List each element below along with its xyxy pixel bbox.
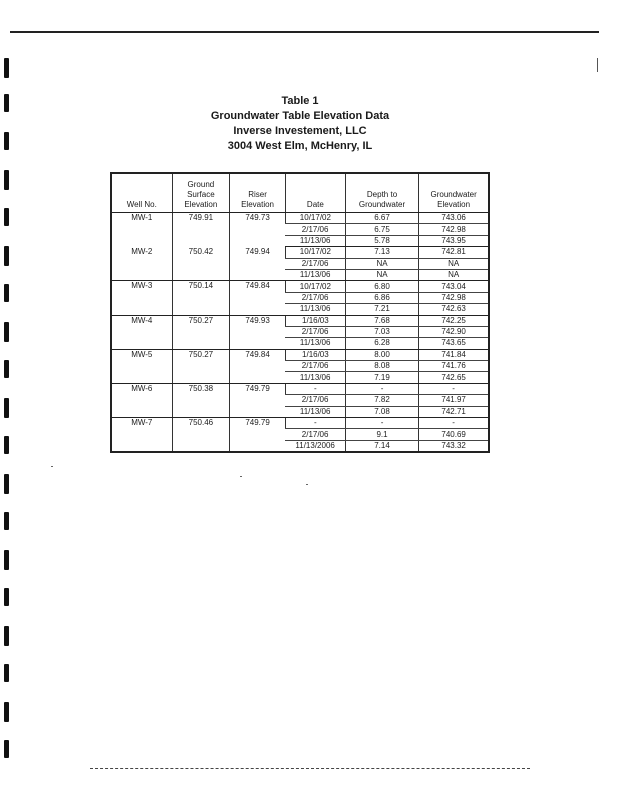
date-cell: 10/17/02 xyxy=(285,213,345,224)
table-row xyxy=(111,349,489,360)
table-row xyxy=(111,418,489,429)
punch-mark xyxy=(4,284,9,302)
header-well-no: Well No. xyxy=(111,173,172,213)
gw-elevation-cell: 742.98 xyxy=(419,224,489,235)
depth-cell: 7.14 xyxy=(345,440,418,452)
header-groundwater-elevation: Groundwater Elevation xyxy=(419,173,489,213)
depth-cell: 7.19 xyxy=(345,372,418,383)
depth-cell: NA xyxy=(345,269,418,280)
bottom-rule xyxy=(90,768,530,769)
depth-cell: 6.67 xyxy=(345,213,418,224)
punch-mark xyxy=(4,94,9,112)
riser-elevation-cell: 749.73 xyxy=(230,213,286,247)
date-cell: 2/17/06 xyxy=(285,361,345,372)
header-ground-surface-elevation: Ground Surface Elevation xyxy=(172,173,230,213)
gw-elevation-cell: NA xyxy=(419,269,489,280)
ground-surface-cell: 750.27 xyxy=(172,349,230,383)
well-no-cell: MW-1 xyxy=(131,213,153,222)
date-cell: 1/16/03 xyxy=(285,349,345,360)
punch-mark xyxy=(4,474,9,494)
well-no-cell: MW-5 xyxy=(111,349,172,383)
date-cell: 10/17/02 xyxy=(285,247,345,258)
depth-cell: 7.68 xyxy=(345,315,418,326)
well-no-cell: MW-2 xyxy=(111,247,172,281)
depth-cell: 7.03 xyxy=(345,326,418,337)
date-cell: - xyxy=(285,418,345,429)
depth-cell: NA xyxy=(345,258,418,269)
gw-elevation-cell: - xyxy=(419,418,489,429)
well-no-cell: MW-6 xyxy=(111,383,172,417)
date-cell: 2/17/06 xyxy=(285,395,345,406)
punch-mark xyxy=(4,702,9,722)
table-row xyxy=(111,213,489,224)
date-cell: 1/16/03 xyxy=(285,315,345,326)
gw-elevation-cell: 743.65 xyxy=(419,338,489,349)
riser-elevation-cell: 749.84 xyxy=(230,349,286,383)
ground-surface-cell: 749.91 xyxy=(172,213,230,247)
gw-elevation-cell: 743.04 xyxy=(419,281,489,292)
riser-elevation-cell: 749.94 xyxy=(230,247,286,281)
gw-elevation-cell: 740.69 xyxy=(419,429,489,440)
scan-speck xyxy=(51,466,53,467)
table-number: Table 1 xyxy=(281,95,319,107)
date-cell: 2/17/06 xyxy=(285,326,345,337)
depth-cell: 7.82 xyxy=(345,395,418,406)
punch-mark xyxy=(4,740,9,758)
date-cell: 10/17/02 xyxy=(285,281,345,292)
date-cell: 11/13/06 xyxy=(285,269,345,280)
header-date: Date xyxy=(285,173,345,213)
date-cell: 2/17/06 xyxy=(285,224,345,235)
punch-mark xyxy=(4,322,9,342)
top-rule xyxy=(10,31,599,33)
riser-elevation-cell: 749.93 xyxy=(230,315,286,349)
scan-speck xyxy=(240,476,242,477)
table-row xyxy=(111,383,489,394)
gw-elevation-cell: 743.32 xyxy=(419,440,489,452)
depth-cell: 9.1 xyxy=(345,429,418,440)
gw-elevation-cell: 743.06 xyxy=(419,213,489,224)
gw-elevation-cell: NA xyxy=(419,258,489,269)
groundwater-elevation-table xyxy=(110,172,490,453)
table-row xyxy=(111,281,489,292)
riser-elevation-cell: 749.79 xyxy=(230,418,286,453)
margin-mark xyxy=(597,58,598,72)
date-cell: 11/13/06 xyxy=(285,338,345,349)
date-cell: 11/13/06 xyxy=(285,304,345,315)
punch-mark xyxy=(4,626,9,646)
ground-surface-cell: 750.42 xyxy=(172,247,230,281)
punch-mark xyxy=(4,170,9,190)
depth-cell: 7.08 xyxy=(345,406,418,417)
gw-elevation-cell: 742.71 xyxy=(419,406,489,417)
punch-mark xyxy=(4,664,9,682)
punch-mark xyxy=(4,436,9,454)
punch-mark xyxy=(4,398,9,418)
riser-elevation-cell: 749.79 xyxy=(230,383,286,417)
company-name: Inverse Investement, LLC xyxy=(233,125,367,137)
date-cell: 11/13/06 xyxy=(285,406,345,417)
gw-elevation-cell: 742.65 xyxy=(419,372,489,383)
date-cell: 11/13/06 xyxy=(285,235,345,246)
table-row xyxy=(111,247,489,258)
punch-mark xyxy=(4,208,9,226)
riser-elevation-cell: 749.84 xyxy=(230,281,286,315)
gw-elevation-cell: 743.95 xyxy=(419,235,489,246)
gw-elevation-cell: 741.76 xyxy=(419,361,489,372)
ground-surface-cell: 750.27 xyxy=(172,315,230,349)
table-title: Groundwater Table Elevation Data xyxy=(210,110,390,122)
well-no-cell: MW-7 xyxy=(131,418,153,428)
depth-cell: 8.00 xyxy=(345,349,418,360)
date-cell: - xyxy=(285,383,345,394)
table-header-row xyxy=(111,173,489,213)
table-row xyxy=(111,315,489,326)
gw-elevation-cell: 742.25 xyxy=(419,315,489,326)
punch-mark xyxy=(4,58,9,78)
well-no-cell: MW-3 xyxy=(111,281,172,315)
header-depth-to-groundwater: Depth to Groundwater xyxy=(345,173,418,213)
ground-surface-cell: 750.38 xyxy=(172,383,230,417)
gw-elevation-cell: - xyxy=(419,383,489,394)
gw-elevation-cell: 742.81 xyxy=(419,247,489,258)
table-title-block xyxy=(150,94,450,154)
scan-speck xyxy=(306,484,308,485)
date-cell: 11/13/2006 xyxy=(295,441,335,450)
gw-elevation-cell: 742.98 xyxy=(419,292,489,303)
gw-elevation-cell: 741.97 xyxy=(419,395,489,406)
depth-cell: 6.75 xyxy=(345,224,418,235)
site-address: 3004 West Elm, McHenry, IL xyxy=(227,140,373,152)
depth-cell: 6.28 xyxy=(345,338,418,349)
date-cell: 2/17/06 xyxy=(285,429,345,440)
well-no-cell: MW-4 xyxy=(111,315,172,349)
header-riser-elevation: Riser Elevation xyxy=(230,173,286,213)
gw-elevation-cell: 742.90 xyxy=(419,326,489,337)
gw-elevation-cell: 742.63 xyxy=(419,304,489,315)
depth-cell: 6.80 xyxy=(345,281,418,292)
punch-mark xyxy=(4,360,9,378)
depth-cell: - xyxy=(345,418,418,429)
gw-elevation-cell: 741.84 xyxy=(419,349,489,360)
punch-mark xyxy=(4,550,9,570)
depth-cell: 8.08 xyxy=(345,361,418,372)
depth-cell: 7.13 xyxy=(345,247,418,258)
depth-cell: - xyxy=(345,383,418,394)
punch-mark xyxy=(4,588,9,606)
punch-mark xyxy=(4,512,9,530)
depth-cell: 6.86 xyxy=(345,292,418,303)
date-cell: 2/17/06 xyxy=(285,258,345,269)
punch-mark xyxy=(4,246,9,266)
depth-cell: 5.78 xyxy=(345,235,418,246)
ground-surface-cell: 750.46 xyxy=(172,418,230,453)
date-cell: 2/17/06 xyxy=(285,292,345,303)
date-cell: 11/13/06 xyxy=(285,372,345,383)
depth-cell: 7.21 xyxy=(345,304,418,315)
punch-mark xyxy=(4,132,9,150)
ground-surface-cell: 750.14 xyxy=(172,281,230,315)
